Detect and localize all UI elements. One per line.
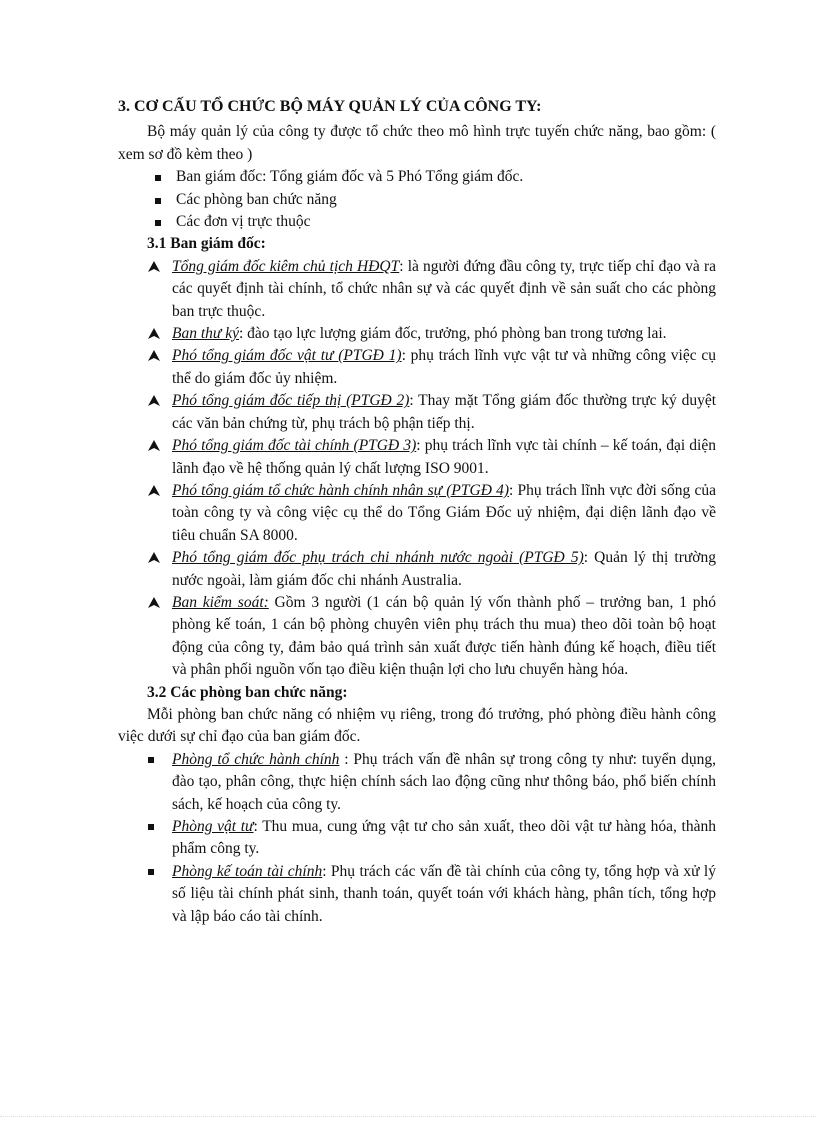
list-item: Ban thư ký: đào tạo lực lượng giám đốc, trưởng, phó phòng ban trong tương lai.	[118, 323, 716, 345]
square-bullet-icon	[148, 824, 154, 830]
triangle-bullet-icon	[147, 260, 161, 274]
list-item: Phòng vật tư: Thu mua, cung ứng vật tư cho sản xuất, theo dõi vật tư hàng hóa, thành phẩm công ty.	[118, 816, 716, 861]
section-heading: 3. CƠ CẤU TỔ CHỨC BỘ MÁY QUẢN LÝ CỦA CÔNG TY:	[118, 98, 542, 115]
square-bullet-icon	[155, 175, 161, 181]
list-item: Phó tổng giám đốc phụ trách chi nhánh nước ngoài (PTGĐ 5): Quản lý thị trường nước ngoài, làm giám đốc chi nhánh Australia.	[118, 547, 716, 592]
triangle-bullet-icon	[147, 327, 161, 341]
triangle-bullet-icon	[147, 439, 161, 453]
board-list	[118, 256, 716, 682]
triangle-bullet-icon	[147, 484, 161, 498]
intro-paragraph: Bộ máy quản lý của công ty được tổ chức theo mô hình trực tuyến chức năng, bao gồm: ( xem sơ đồ kèm theo )	[118, 123, 716, 163]
list-item: Các đơn vị trực thuộc	[118, 211, 716, 233]
subsection-title: 3.2 Các phòng ban chức năng:	[147, 683, 348, 701]
subsection-title: 3.1 Ban giám đốc:	[147, 235, 266, 253]
list-item: Phòng kế toán tài chính: Phụ trách các vấn đề tài chính của công ty, tổng hợp và xử lý số liệu tài chính phát sinh, thanh toán, quyết toán với khách hàng, phân tích, tổng hợp và lập báo cáo tài chính.	[118, 861, 716, 928]
department-list	[118, 749, 716, 928]
triangle-bullet-icon	[147, 596, 161, 610]
component-list	[118, 166, 716, 233]
list-item: Ban giám đốc: Tổng giám đốc và 5 Phó Tổng giám đốc.	[118, 166, 716, 188]
page-bottom-divider	[0, 1116, 816, 1117]
square-bullet-icon	[155, 220, 161, 226]
square-bullet-icon	[155, 198, 161, 204]
list-item: Phó tổng giám đốc tài chính (PTGĐ 3): phụ trách lĩnh vực tài chính – kế toán, đại diện lãnh đạo về hệ thống quản lý chất lượng ISO 9001.	[118, 435, 716, 480]
list-item: Ban kiểm soát: Gồm 3 người (1 cán bộ quản lý vốn thành phố – trưởng ban, 1 phó phòng kế toán, 1 cán bộ phòng chuyên viên phụ trách thu mua) theo dõi toàn bộ hoạt động của công ty, đảm bảo quá trình sản xuất được tiến hành đúng kế hoạch, điều tiết và phân phối nguồn vốn tạo điều kiện thuận lợi cho lưu chuyển hàng hóa.	[118, 592, 716, 682]
triangle-bullet-icon	[147, 551, 161, 565]
triangle-bullet-icon	[147, 349, 161, 363]
list-item: Phó tổng giám đốc tiếp thị (PTGĐ 2): Thay mặt Tổng giám đốc thường trực ký duyệt các văn bản chứng từ, phụ trách bộ phận tiếp thị.	[118, 390, 716, 435]
list-item: Phòng tổ chức hành chính : Phụ trách vấn đề nhân sự trong công ty như: tuyển dụng, đào tạo, phân công, thực hiện chính sách lao động cũng như thông báo, phổ biến chính sách, kế hoạch của công ty.	[118, 749, 716, 816]
triangle-bullet-icon	[147, 394, 161, 408]
list-item: Phó tổng giám tổ chức hành chính nhân sự (PTGĐ 4): Phụ trách lĩnh vực đời sống của toàn công ty và công việc cụ thể do Tổng Giám Đốc uỷ nhiệm, đại diện lãnh đạo về tiêu chuẩn SA 8000.	[118, 480, 716, 547]
square-bullet-icon	[148, 869, 154, 875]
list-item: Các phòng ban chức năng	[118, 189, 716, 211]
list-item: Phó tổng giám đốc vật tư (PTGĐ 1): phụ trách lĩnh vực vật tư và những công việc cụ thể do giám đốc ủy nhiệm.	[118, 345, 716, 390]
departments-intro: Mỗi phòng ban chức năng có nhiệm vụ riêng, trong đó trưởng, phó phòng điều hành công việc dưới sự chỉ đạo của ban giám đốc.	[118, 705, 716, 746]
list-item: Tổng giám đốc kiêm chủ tịch HĐQT: là người đứng đầu công ty, trực tiếp chỉ đạo và ra các quyết định tài chính, tổ chức nhân sự và các quyết định về sản suất cho các phòng ban trực thuộc.	[118, 256, 716, 323]
document-body	[118, 96, 716, 928]
square-bullet-icon	[148, 757, 154, 763]
